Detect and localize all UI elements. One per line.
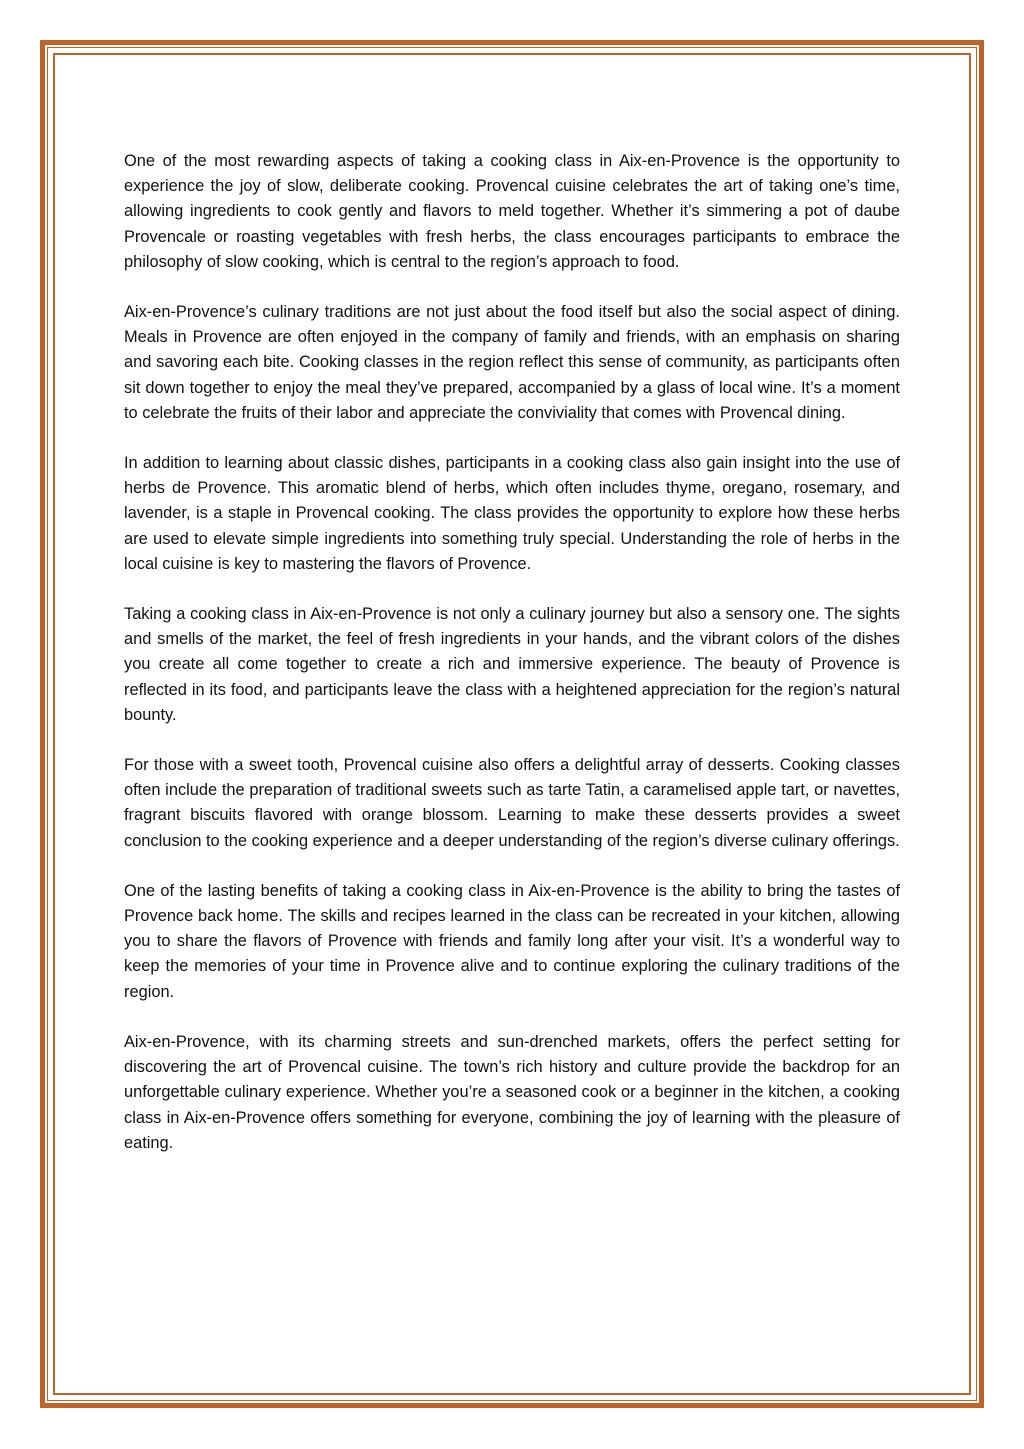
paragraph-conclusion: Aix-en-Provence, with its charming streets and sun-drenched markets, offers the perfect setting for discovering the art of Provencal cuisine. The town’s rich history and culture provide the backdrop for an unforgettable culinary experience. Whether you’re a seasoned cook or a beginner in the kitchen, a cooking class in Aix-en-Provence offers something for everyone, combining the joy of learning with the pleasure of eating. [124, 1032, 900, 1152]
paragraph-sensory-journey: Taking a cooking class in Aix-en-Provence is not only a culinary journey but also a sensory one. The sights and smells of the market, the feel of fresh ingredients in your hands, and the vibrant colors of the dishes you create all come together to create a rich and immersive experience. The beauty of Provence is reflected in its food, and participants leave the class with a heightened appreciation for the region’s natural bounty. [124, 605, 900, 724]
paragraph-slow-cooking: One of the most rewarding aspects of taking a cooking class in Aix-en-Provence is the opportunity to experience the joy of slow, deliberate cooking. Provencal cuisine celebrates the art of taking one’s time, allowing ingredients to cook gently and flavors to meld together. Whether it’s simmering a pot of daube Provencale or roasting vegetables with fresh herbs, the class encourages participants to embrace the philosophy of slow cooking, which is central to the region’s approach to food. [124, 152, 900, 271]
paragraph-social-dining: Aix-en-Provence’s culinary traditions are not just about the food itself but also the social aspect of dining. Meals in Provence are often enjoyed in the company of family and friends, with an emphasis on sharing and savoring each bite. Cooking classes in the region reflect this sense of community, as participants often sit down together to enjoy the meal they’ve prepared, accompanied by a glass of local wine. It’s a moment to celebrate the fruits of their labor and appreciate the conviviality that comes with Provencal dining. [124, 303, 900, 422]
paragraph-herbs-de-provence: In addition to learning about classic dishes, participants in a cooking class also gain insight into the use of herbs de Provence. This aromatic blend of herbs, which often includes thyme, oregano, rosemary, and lavender, is a staple in Provencal cooking. The class provides the opportunity to explore how these herbs are used to elevate simple ingredients into something truly special. Understanding the role of herbs in the local cuisine is key to mastering the flavors of Provence. [124, 454, 900, 573]
paragraph-desserts: For those with a sweet tooth, Provencal cuisine also offers a delightful array of desserts. Cooking classes often include the preparation of traditional sweets such as tarte Tatin, a caramelised apple tart, or navettes, fragrant biscuits flavored with orange blossom. Learning to make these desserts provides a sweet conclusion to the cooking experience and a deeper understanding of the region’s diverse culinary offerings. [124, 756, 900, 850]
document-body [124, 149, 900, 1181]
paragraph-lasting-benefits: One of the lasting benefits of taking a cooking class in Aix-en-Provence is the ability to bring the tastes of Provence back home. The skills and recipes learned in the class can be recreated in your kitchen, allowing you to share the flavors of Provence with friends and family long after your visit. It’s a wonderful way to keep the memories of your time in Provence alive and to continue exploring the culinary traditions of the region. [124, 881, 900, 1001]
